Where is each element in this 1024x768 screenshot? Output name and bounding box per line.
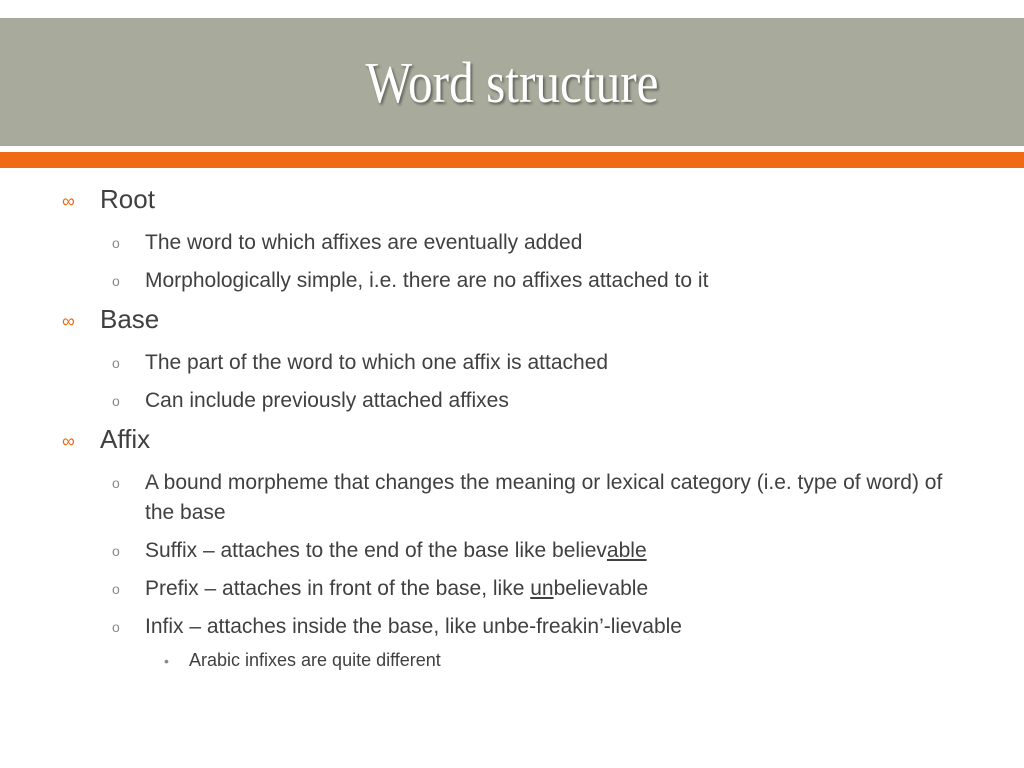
dot-bullet-icon: • <box>164 653 169 669</box>
list-item: o Prefix – attaches in front of the base, like unbelievable <box>112 574 945 604</box>
hollow-circle-bullet-icon: o <box>112 393 120 410</box>
hollow-circle-bullet-icon: o <box>112 273 120 290</box>
hollow-circle-bullet-icon: o <box>112 475 120 492</box>
accent-bar <box>0 152 1024 168</box>
bullet-affix <box>62 424 150 455</box>
swirl-bullet-icon: ∞ <box>62 190 75 211</box>
list-item: o The part of the word to which one affix is attached <box>112 348 945 378</box>
hollow-circle-bullet-icon: o <box>112 619 120 636</box>
title-band <box>0 18 1024 146</box>
heading-base: Base <box>100 304 160 334</box>
swirl-bullet-icon: ∞ <box>62 430 75 451</box>
heading-affix: Affix <box>100 424 151 454</box>
list-item: o A bound morpheme that changes the meaning or lexical category (i.e. type of word) of the base <box>112 468 945 528</box>
hollow-circle-bullet-icon: o <box>112 581 120 598</box>
hollow-circle-bullet-icon: o <box>112 543 120 560</box>
bullet-base <box>62 304 159 335</box>
list-item: o Suffix – attaches to the end of the base like believable <box>112 536 945 566</box>
bullet-root <box>62 184 155 215</box>
sub-list-item: • Arabic infixes are quite different <box>164 650 441 670</box>
underlined-suffix: able <box>606 539 647 562</box>
hollow-circle-bullet-icon: o <box>112 235 120 252</box>
underlined-prefix: un <box>530 577 554 600</box>
list-item: o The word to which affixes are eventually added <box>112 228 945 258</box>
heading-root: Root <box>100 184 155 214</box>
list-item: o Morphologically simple, i.e. there are no affixes attached to it <box>112 266 945 296</box>
swirl-bullet-icon: ∞ <box>62 310 75 331</box>
slide-title: Word structure <box>365 49 659 115</box>
list-item: o Can include previously attached affixes <box>112 386 945 416</box>
hollow-circle-bullet-icon: o <box>112 355 120 372</box>
list-item: o Infix – attaches inside the base, like unbe-freakin’-lievable <box>112 612 945 642</box>
